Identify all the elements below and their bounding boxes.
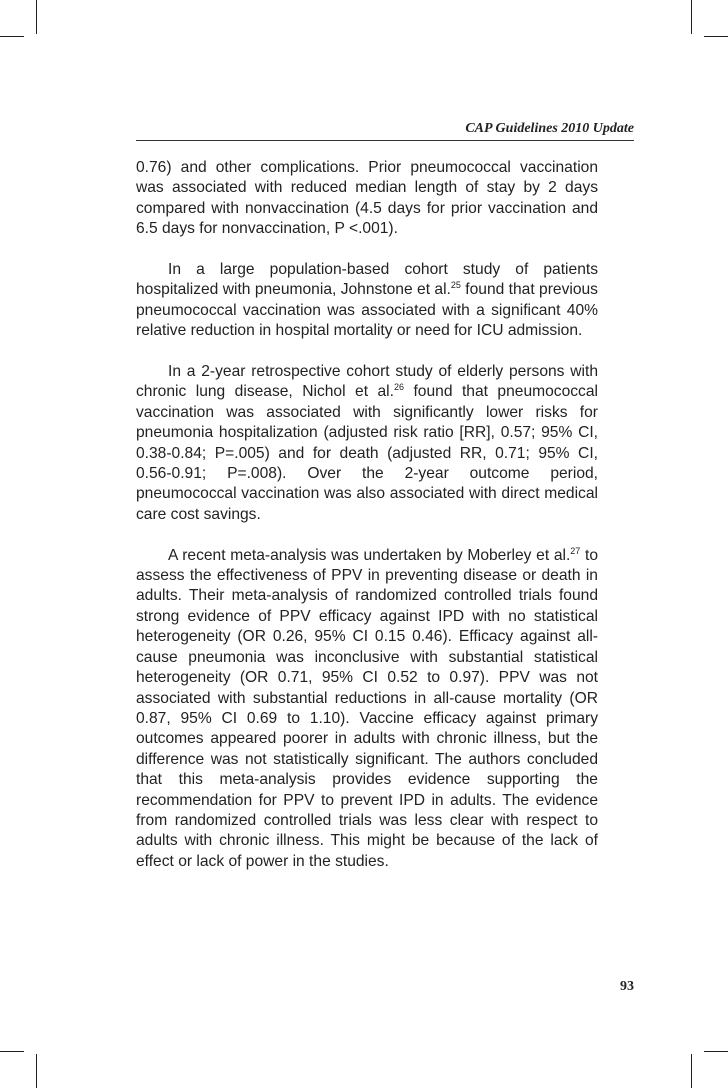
- paragraph-moberley: [136, 546, 598, 873]
- paragraph-text: found that previous pneumococcal vaccination was associated with a significant 40% relative reduction in hospital mortality or need for ICU admission.: [136, 281, 598, 340]
- paragraph-johnstone: [136, 260, 598, 342]
- crop-mark-bottom-right-vertical: [691, 1054, 692, 1088]
- paragraph-text: In a 2-year retrospective cohort study of elderly persons with chronic lung disease, Nichol et al.: [136, 363, 598, 401]
- crop-mark-bottom-left-vertical: [36, 1054, 37, 1088]
- crop-mark-top-right-horizontal: [704, 36, 728, 37]
- crop-mark-top-left-vertical: [36, 0, 37, 34]
- crop-mark-top-right-vertical: [691, 0, 692, 34]
- paragraph-text: A recent meta-analysis was undertaken by Moberley et al.: [168, 546, 571, 564]
- paragraph-text: found that pneumococcal vaccination was associated with significantly lower risks for pneumonia hospitalization (adjusted risk ratio [RR], 0.57; 95% CI, 0.38-0.84; P=.005) and for death (adjusted RR, 0.71; 95% CI, 0.56-0.91; P=.008). Over the 2-year outcome period, pneumococcal vaccination was also associated with direct medical care cost savings.: [136, 383, 598, 523]
- crop-mark-top-left-horizontal: [0, 36, 24, 37]
- header-rule: [136, 140, 634, 141]
- page-number: 93: [620, 979, 634, 994]
- running-header: CAP Guidelines 2010 Update: [465, 121, 634, 136]
- paragraph-text: In a large population-based cohort study of patients hospitalized with pneumonia, Johnstone et al.: [136, 261, 598, 299]
- paragraph-nichol: [136, 362, 598, 525]
- crop-mark-bottom-left-horizontal: [0, 1051, 24, 1052]
- crop-mark-bottom-right-horizontal: [704, 1051, 728, 1052]
- article-body: [136, 158, 598, 893]
- reference-superscript: 27: [570, 545, 581, 556]
- paragraph-text: to assess the effectiveness of PPV in preventing disease or death in adults. Their meta-analysis of randomized controlled trials found strong evidence of PPV efficacy against IPD with no statistical heterogeneity (OR 0.26, 95% CI 0.15 0.46). Efficacy against all-cause pneumonia was inconclusive with substantial statistical heterogeneity (OR 0.71, 95% CI 0.52 to 0.97). PPV was not associated with substantial reductions in all-cause mortality (OR 0.87, 95% CI 0.69 to 1.10). Vaccine efficacy against primary outcomes appeared poorer in adults with chronic illness, but the difference was not statistically significant. The authors concluded that this meta-analysis provides evidence supporting the recommendation for PPV to prevent IPD in adults. The evidence from randomized controlled trials was less clear with respect to adults with chronic illness. This might be because of the lack of effect or lack of power in the studies.: [136, 546, 598, 870]
- paragraph-continuation: 0.76) and other complications. Prior pneumococcal vaccination was associated with reduced median length of stay by 2 days compared with nonvaccination (4.5 days for prior vaccination and 6.5 days for nonvaccination, P <.001).: [136, 159, 598, 238]
- reference-superscript: 26: [393, 382, 404, 393]
- reference-superscript: 25: [450, 280, 461, 291]
